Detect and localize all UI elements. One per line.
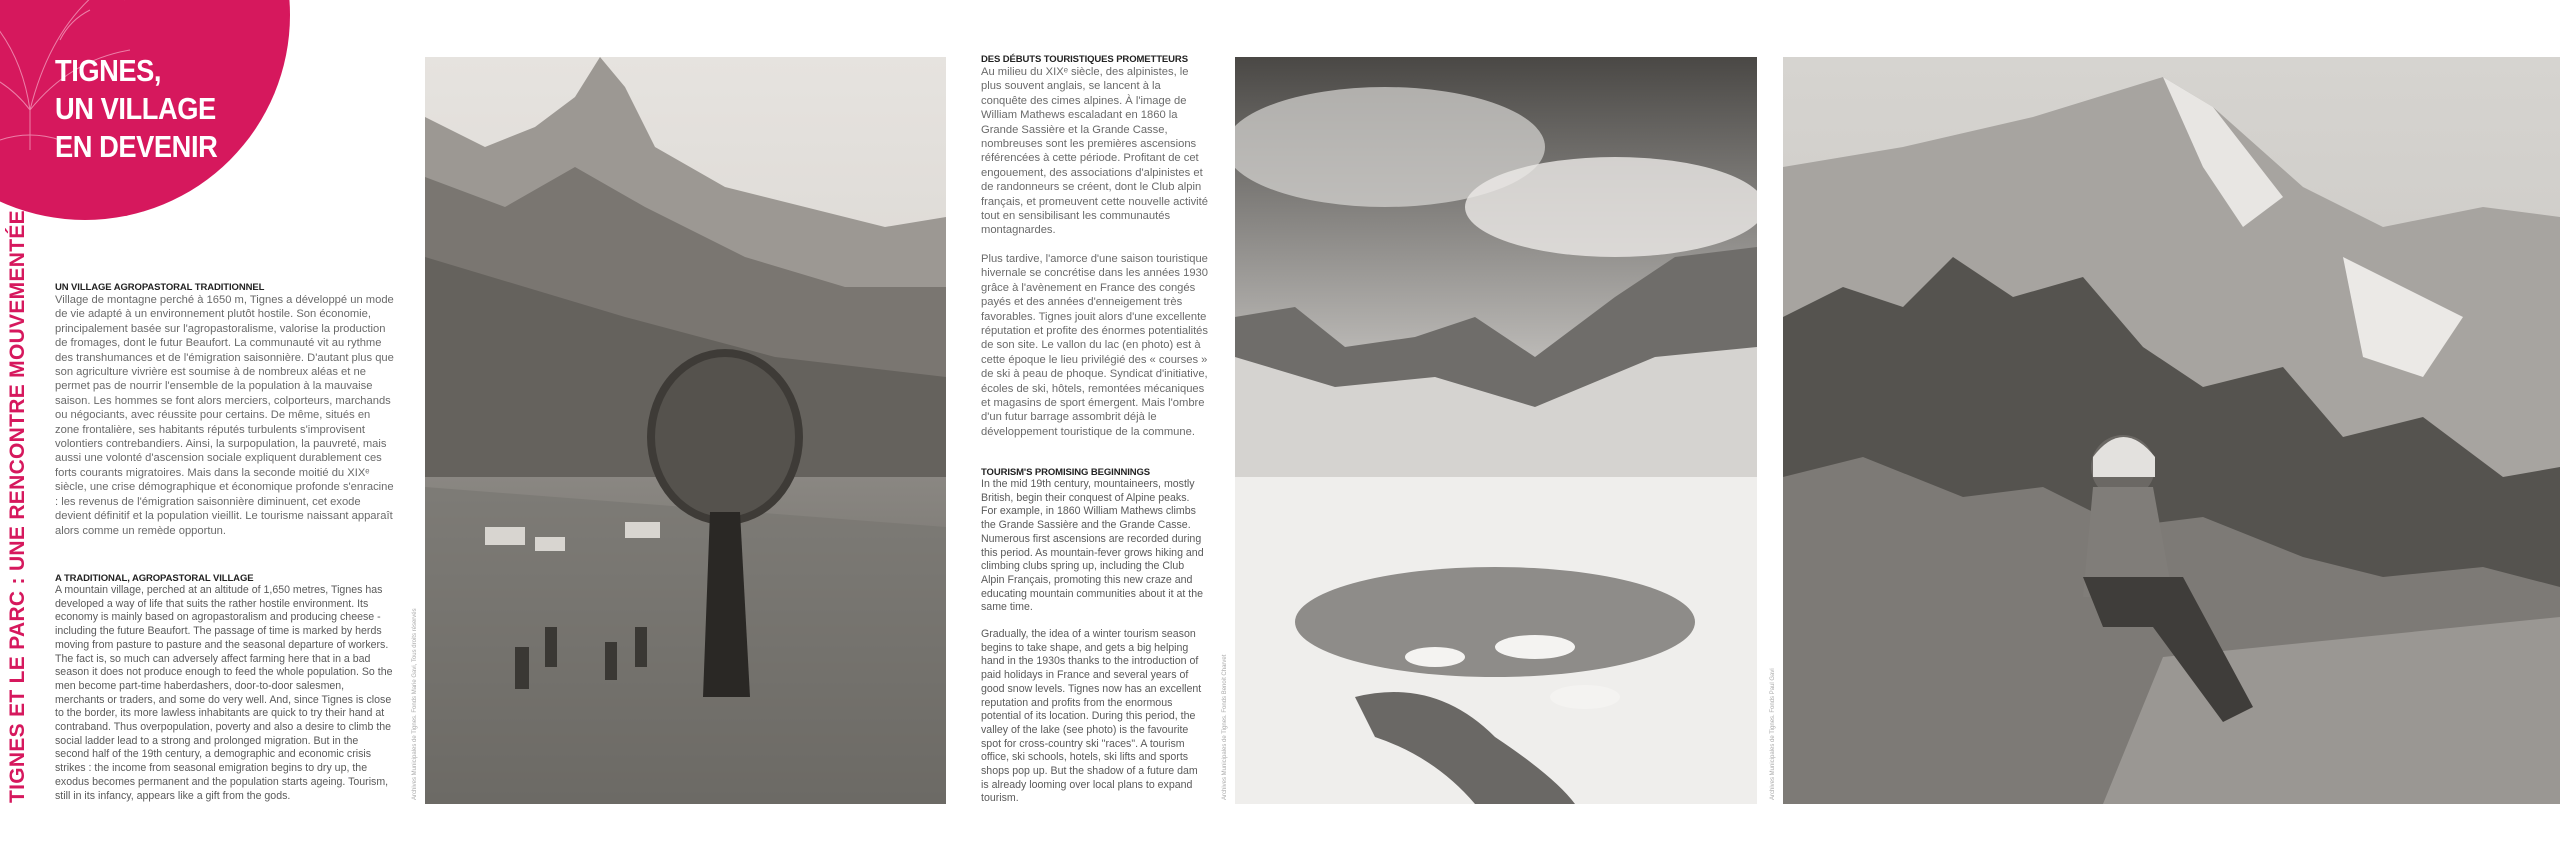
page-title bbox=[55, 52, 231, 166]
section2-body-en-2: Gradually, the idea of a winter tourism season begins to take shape, and gets a big helping hand in the 1930s thanks to the introduction of paid holidays in France and several years of good snow levels. Tignes now has an excellent reputation and profits from the enormous potential of its location. During this period, the valley of the lake (see photo) is the favourite spot for cross-country ski "races". A tourism office, ski schools, hotels, ski lifts and sports shops pop up. But the shadow of a future dam is already looming over local plans to expand tourism. bbox=[981, 628, 1202, 805]
title-line-1: TIGNES, bbox=[55, 53, 162, 88]
section2-fr bbox=[981, 54, 1208, 439]
section2-body-fr-2: Plus tardive, l'amorce d'une saison touristique hivernale se concrétise dans les années 1930 grâce à l'avènement en France des congés payés et des années d'enneigement très favorables. Tignes jouit alors d'une excellente réputation et profite des énormes potentialités de son site. Le vallon du lac (en photo) est à cette époque le lieu privilégié des « courses » de ski à peau de phoque. Syndicat d'initiative, écoles de ski, hôtels, remontées mécaniques et magasins de sport émergent. Mais l'ombre d'un futur barrage assombrit déjà le développement touristique de la commune. bbox=[981, 252, 1209, 438]
photo-lake-valley bbox=[1235, 57, 1757, 804]
vertical-title: TIGNES ET LE PARC : UNE RENCONTRE MOUVEMENTÉE bbox=[6, 210, 29, 803]
section1-en bbox=[55, 573, 395, 803]
section2-heading-en: TOURISM'S PROMISING BEGINNINGS bbox=[981, 467, 1151, 478]
section2-en bbox=[981, 467, 1208, 806]
section1-body-fr: Village de montagne perché à 1650 m, Tignes a développé un mode de vie adapté à un environnement plutôt hostile. Son économie, principalement basée sur l'agropastoralisme, valorise la production de fromages, dont le futur Beaufort. La communauté vit au rythme des transhumances et de l'émigration saisonnière. D'autant plus que son agriculture vivrière est soumise à de nombreux aléas et ne permet pas de nourrir l'ensemble de la population à la mauvaise saison. Les hommes se font alors merciers, colporteurs, marchands ou négociants, avec réussite pour certains. De même, situés en zone frontalière, ses habitants réputés turbulents s'improvisent volontiers contrebandiers. Ainsi, la surpopulation, la pauvreté, mais aussi une volonté d'ascension sociale expliquent durablement ces forts courants migratoires. Mais dans la seconde moitié du XIXᵉ siècle, une crise démographique et économique profonde s'enracine : les revenus de l'émigration saisonnière diminuent, cet exode devient définitif et la population vieillit. Le tourisme naissant apparaît alors comme un remède opportun. bbox=[55, 294, 394, 537]
section1-heading-fr: UN VILLAGE AGROPASTORAL TRADITIONNEL bbox=[55, 282, 265, 293]
photo-woman-credit: Archives Municipales de Tignes. Fonds Paul Gavi bbox=[1770, 668, 1776, 800]
section1-body-en: A mountain village, perched at an altitude of 1,650 metres, Tignes has developed a way of life that suits the rather hostile environment. Its economy is mainly based on agropastoralism and producing cheese - including the future Beaufort. The passage of time is marked by herds moving from pasture to pasture and the seasonal departure of workers. The fact is, so much can adversely affect farming here that in a bad season it does not produce enough to feed the whole population. So the men become part-time haberdashers, door-to-door salesmen, merchants or traders, and some do very well. And, since Tignes is close to the border, its more lawless inhabitants are quick to try their hand at contraband. Thus overpopulation, poverty and also a desire to climb the social ladder lead to a strong and prolonged migration. But in the second half of the 19th century, a demographic and economic crisis strikes : the income from seasonal emigration begins to dry up, the exodus becomes permanent and the population starts ageing. Tourism, still in its infancy, appears like a gift from the gods. bbox=[55, 584, 393, 802]
section2-heading-fr: DES DÉBUTS TOURISTIQUES PROMETTEURS bbox=[981, 54, 1188, 65]
photo-woman-mountain bbox=[1783, 57, 2560, 804]
title-line-3: EN DEVENIR bbox=[55, 129, 218, 164]
section2-body-en-1: In the mid 19th century, mountaineers, mostly British, begin their conquest of Alpine peaks. For example, in 1860 William Mathews climbs the Grande Sassière and the Grande Casse. Numerous first ascensions are recorded during this period. As mountain-fever grows hiking and climbing clubs spring up, including the Club Alpin Français, promoting this new craze and educating mountain communities about it at the same time. bbox=[981, 478, 1204, 614]
photo-hay-carrier bbox=[425, 57, 946, 804]
section1-fr bbox=[55, 282, 395, 538]
photo-hay-credit: Archives Municipales de Tignes. Fonds Marie Gavi, Tous droits réservés bbox=[412, 608, 418, 800]
section1-heading-en: A TRADITIONAL, AGROPASTORAL VILLAGE bbox=[55, 573, 254, 584]
title-line-2: UN VILLAGE bbox=[55, 91, 216, 126]
section2-body-fr-1: Au milieu du XIXᵉ siècle, des alpinistes, le plus souvent anglais, se lancent à la conquête des cimes alpines. À l'image de William Mathews escaladant en 1860 la Grande Sassière et la Grande Casse, nombreuses sont les premières ascensions référencées à cette période. Profitant de cet engouement, des associations d'alpinistes et de randonneurs se créent, dont le Club alpin français, et promeuvent cette nouvelle activité tout en sensibilisant les communautés montagnardes. bbox=[981, 66, 1208, 237]
photo-lake-credit: Archives Municipales de Tignes. Fonds Benoit Charvet bbox=[1222, 654, 1228, 800]
